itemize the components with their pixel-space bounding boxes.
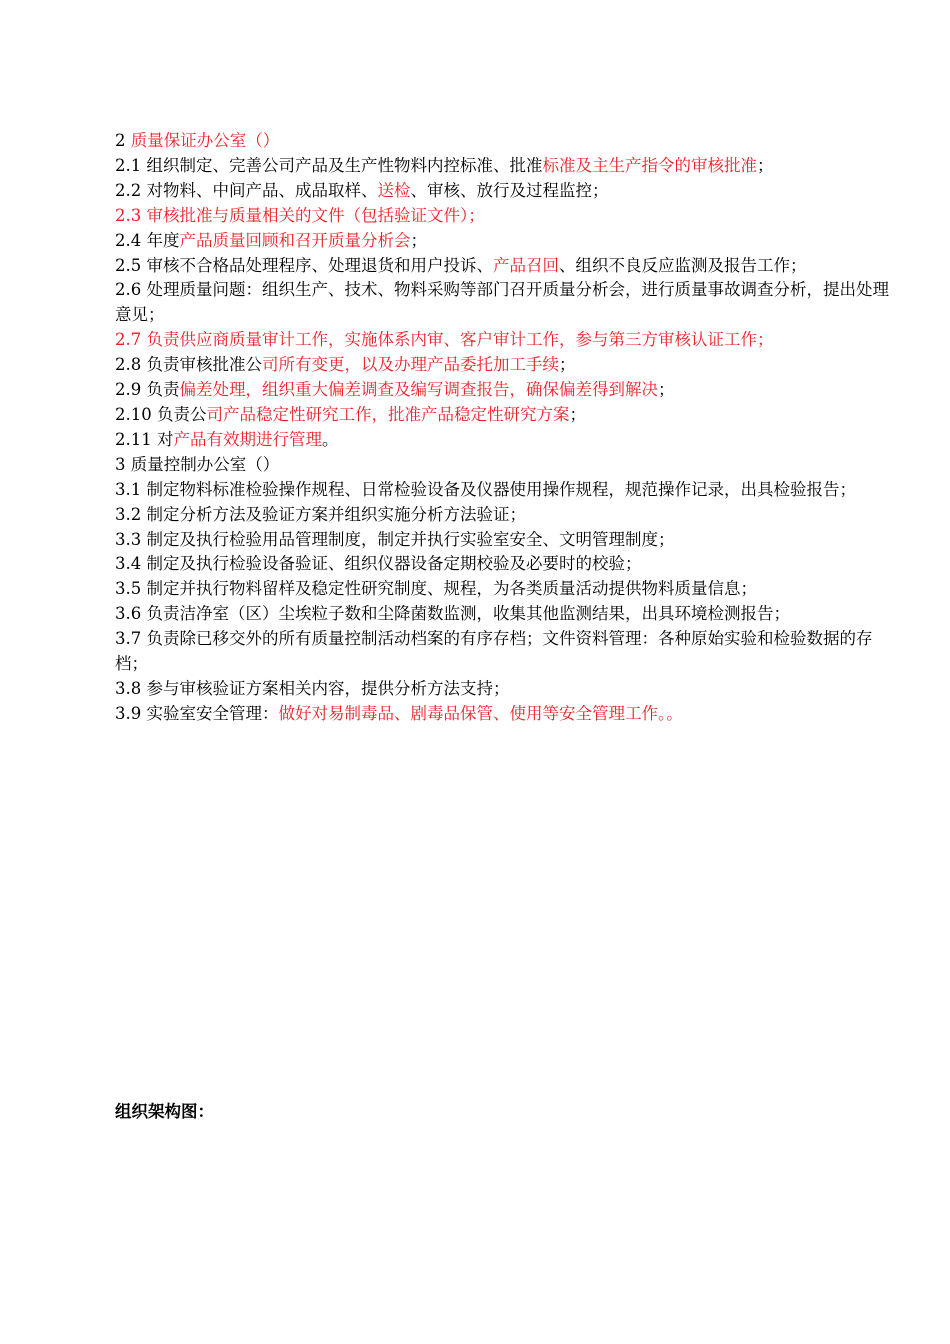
body-text: 2.10 负责公 xyxy=(115,404,207,424)
highlighted-text: 2.3 xyxy=(115,205,147,225)
body-text: 3.9 实验室安全管理： xyxy=(115,703,279,723)
highlighted-text: 负责供应商质量审计工作，实施体系内审、客户审计工作，参与第三方审核认证工作； xyxy=(146,330,774,350)
body-text: ； xyxy=(559,355,576,375)
body-text: ； xyxy=(757,155,774,175)
body-text: ； xyxy=(410,230,427,250)
section-line-s3-8 xyxy=(115,677,895,702)
section-line-s2-5 xyxy=(115,254,895,279)
section-line-s2-3 xyxy=(115,204,895,229)
highlighted-text: 偏差处理，组织重大偏差调查及编写调查报告，确保偏差得到解决 xyxy=(179,380,658,400)
body-text: 2.5 审核不合格品处理程序、处理退货和用户投诉、 xyxy=(115,255,493,275)
section-line-s3-1 xyxy=(115,478,895,503)
section-line-s2-1 xyxy=(115,154,895,179)
section-line-s3-6 xyxy=(115,602,895,627)
body-text: 2.6 处理质量问题：组织生产、技术、物料采购等部门召开质量分析会，进行质量事故调查分析，提出处理意见； xyxy=(115,280,889,325)
section-line-s2-8 xyxy=(115,353,895,378)
highlighted-text: 司所有变更，以及办理产品委托加工手续 xyxy=(262,355,559,375)
body-text: 3.2 制定分析方法及验证方案并组织实施分析方法验证； xyxy=(115,504,526,524)
highlighted-text: 产品有效期进行管理 xyxy=(173,429,322,449)
section-line-s3-3 xyxy=(115,528,895,553)
highlighted-text: 司产品稳定性研究工作，批准产品稳定性研究方案 xyxy=(206,404,570,424)
highlighted-text: 质量保证办公室（） xyxy=(130,131,280,150)
highlighted-text: 做好对易制毒品、剧毒品保管、使用等安全管理工作。。 xyxy=(278,703,683,723)
body-text: 2.8 负责审核批准公 xyxy=(115,355,262,375)
body-text: 、审核、放行及过程监控； xyxy=(410,180,609,200)
body-text: 2.11 对 xyxy=(115,429,174,449)
body-text: 3.1 制定物料标准检验操作规程、日常检验设备及仪器使用操作规程，规范操作记录，出具检验报告； xyxy=(115,479,856,499)
document-body xyxy=(115,129,895,727)
highlighted-text: 审核批准与质量相关的文件（包括验证文件）； xyxy=(146,205,485,225)
highlighted-text: 2.7 xyxy=(115,330,147,350)
highlighted-text: 标准及主生产指令的审核批准 xyxy=(542,155,757,175)
body-text: 2.9 负责 xyxy=(115,380,180,400)
body-text: 。 xyxy=(321,429,339,449)
body-text: 3.8 参与审核验证方案相关内容，提供分析方法支持； xyxy=(115,678,510,698)
section-line-s2-6 xyxy=(115,278,895,328)
body-text: 3.4 制定及执行检验设备验证、组织仪器设备定期校验及必要时的校验； xyxy=(115,554,642,574)
body-text: 3.7 负责除已移交外的所有质量控制活动档案的有序存档；文件资料管理：各种原始实验和检验数据的存档； xyxy=(115,629,873,674)
section-line-s3-2 xyxy=(115,503,895,528)
body-text: 2.1 组织制定、完善公司产品及生产性物料内控标准、批准 xyxy=(115,155,543,175)
body-text: 2.4 年度 xyxy=(115,230,180,250)
body-text: 3.3 制定及执行检验用品管理制度，制定并执行实验室安全、文明管理制度； xyxy=(115,529,675,549)
section-line-s2-11 xyxy=(115,428,895,453)
highlighted-text: 送检 xyxy=(377,180,411,200)
org-chart-heading: 组织架构图： xyxy=(115,1102,214,1121)
body-text: ； xyxy=(569,404,586,424)
body-text: 、组织不良反应监测及报告工作； xyxy=(559,255,807,275)
section-line-s3-7 xyxy=(115,627,895,677)
section-line-s2-4 xyxy=(115,229,895,254)
body-text: 3.5 制定并执行物料留样及稳定性研究制度、规程，为各类质量活动提供物料质量信息； xyxy=(115,579,757,599)
section-line-s2 xyxy=(115,129,895,154)
section-line-s2-7 xyxy=(115,328,895,353)
section-line-s3-5 xyxy=(115,577,895,602)
body-text: ； xyxy=(658,380,675,400)
highlighted-text: 产品召回 xyxy=(493,255,559,275)
highlighted-text: 产品质量回顾和召开质量分析会 xyxy=(179,230,411,250)
body-text: 3 质量控制办公室（） xyxy=(115,454,280,474)
body-text: 2.2 对物料、中间产品、成品取样、 xyxy=(115,180,378,200)
section-line-s2-9 xyxy=(115,378,895,403)
section-line-s2-2 xyxy=(115,179,895,204)
section-line-s2-10 xyxy=(115,403,895,428)
body-text: 3.6 负责洁净室（区）尘埃粒子数和尘降菌数监测，收集其他监测结果，出具环境检测报告； xyxy=(115,604,790,624)
section-line-s3-4 xyxy=(115,552,895,577)
section-line-s3-9 xyxy=(115,702,895,727)
body-text: 2 xyxy=(115,131,131,150)
section-line-s3 xyxy=(115,453,895,478)
